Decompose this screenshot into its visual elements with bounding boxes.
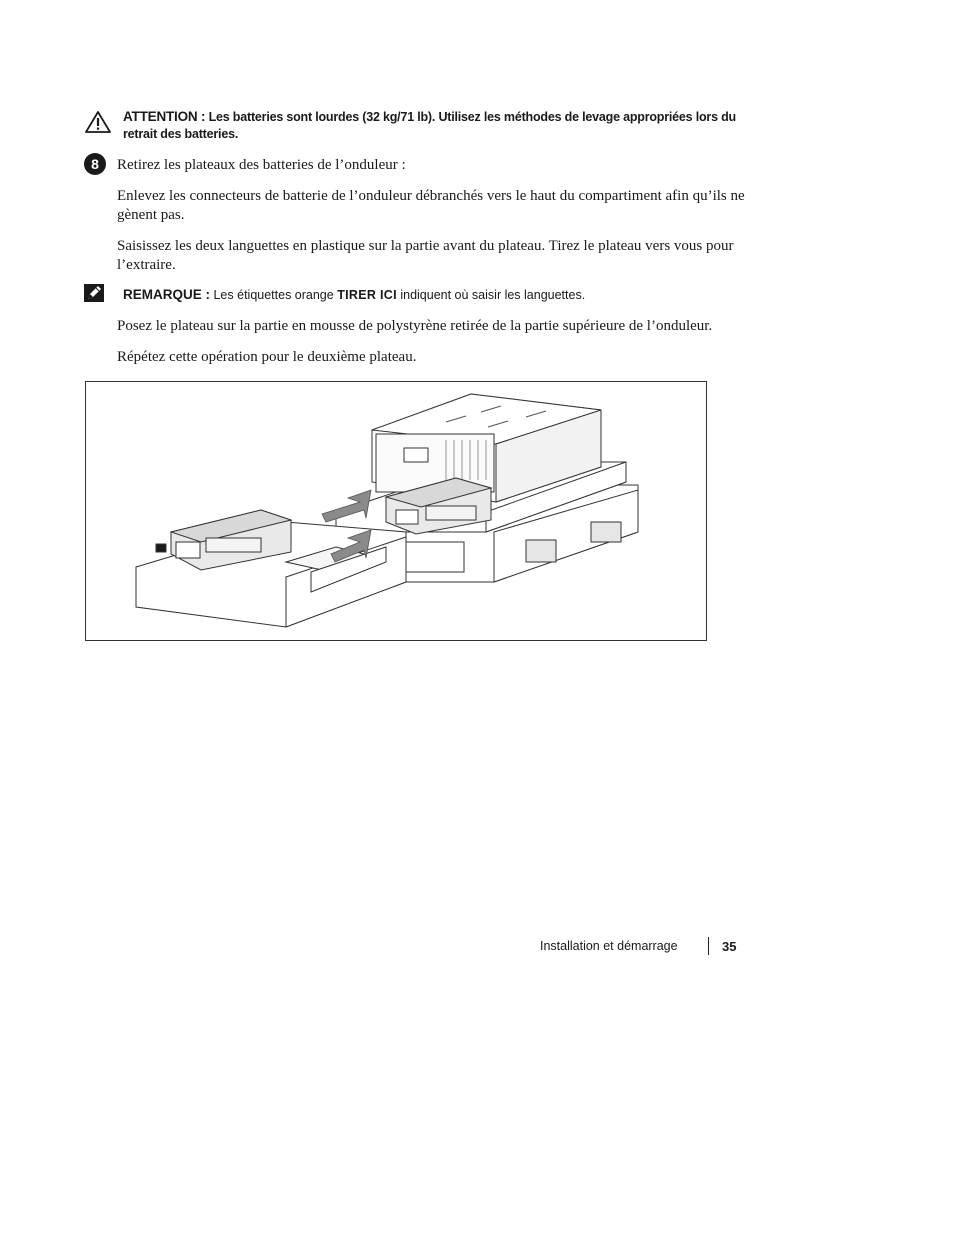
battery-tray-removal-illustration (86, 382, 706, 640)
paragraph-disconnect-connectors: Enlevez les connecteurs de batterie de l’onduleur débranchés vers le haut du compartiment afin qu’ils ne gènent pas. (117, 188, 745, 223)
caution-text (123, 108, 763, 143)
caution-label: ATTENTION : (123, 109, 206, 124)
figure-frame (85, 381, 707, 641)
note-pull-here-label: TIRER ICI (337, 288, 397, 302)
paragraph-repeat: Répétez cette opération pour le deuxième plateau. (117, 349, 417, 365)
paragraph-grab-tabs: Saisissez les deux languettes en plastique sur la partie avant du plateau. Tirez le plateau vers vous pour l’extraire. (117, 238, 734, 273)
warning-triangle-icon (84, 110, 112, 134)
page-number: 35 (722, 939, 737, 954)
note-text-after: indiquent où saisir les languettes. (400, 288, 586, 302)
note-text-before: Les étiquettes orange (213, 288, 334, 302)
caution-body: Les batteries sont lourdes (32 kg/71 lb). Utilisez les méthodes de levage appropriées lors du retrait des batteries. (123, 110, 736, 141)
step-intro: Retirez les plateaux des batteries de l’onduleur : (117, 157, 406, 173)
footer-divider (708, 937, 709, 955)
note-label: REMARQUE : (123, 287, 210, 302)
note-text (123, 286, 763, 304)
footer-section-title: Installation et démarrage (540, 939, 678, 953)
note-pencil-icon (84, 284, 106, 304)
paragraph-place-tray: Posez le plateau sur la partie en mousse de polystyrène retirée de la partie supérieure de l’onduleur. (117, 318, 713, 334)
step-number-badge: 8 (84, 153, 106, 175)
